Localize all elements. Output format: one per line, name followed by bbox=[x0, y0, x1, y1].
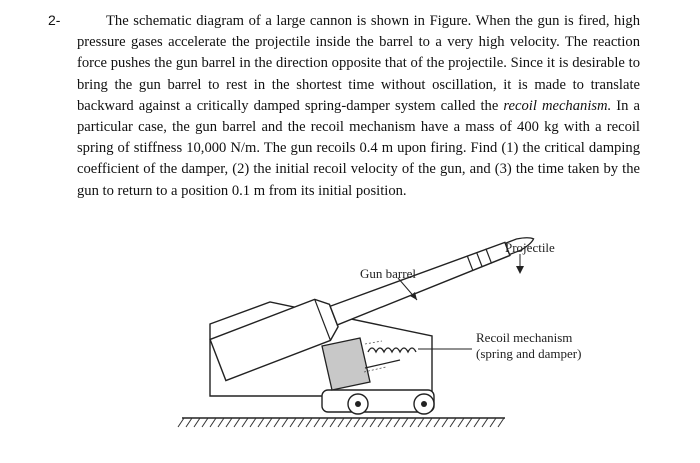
label-recoil-mechanism: Recoil mechanism bbox=[476, 330, 573, 345]
problem-text bbox=[48, 10, 640, 202]
recoil-mechanism-term: recoil mechanism. bbox=[503, 97, 612, 114]
problem-statement bbox=[48, 10, 640, 202]
problem-number: 2- bbox=[48, 12, 61, 28]
label-gun-barrel: Gun barrel bbox=[360, 266, 416, 281]
label-projectile: Projectile bbox=[505, 240, 555, 255]
problem-text-part-1: The schematic diagram of a large cannon is shown in Figure. When the gun is fired, high pressure gases accelerate the projectile inside the barrel to a very high velocity. The reaction force pushes the gun barrel in the direction opposite that of the projectile. Since it is desirable to bring the gun barrel to rest in the shortest time without oscillation, it is made to translate backward against a critically damped spring-damper system called the bbox=[77, 13, 640, 114]
ground bbox=[178, 418, 505, 427]
cannon-figure bbox=[170, 232, 610, 442]
problem-text-part-2: In a particular case, the gun barrel and the recoil mechanism have a mass of 400 kg with a recoil spring of stiffness 10,000 N/m. The gun recoils 0.4 m upon firing. Find (1) the critical damping coefficient of the damper, (2) the initial recoil velocity of the gun, and (3) the time taken by the gun to return to a position 0.1 m from its initial position. bbox=[77, 97, 640, 199]
label-spring-and-damper: (spring and damper) bbox=[476, 346, 582, 361]
